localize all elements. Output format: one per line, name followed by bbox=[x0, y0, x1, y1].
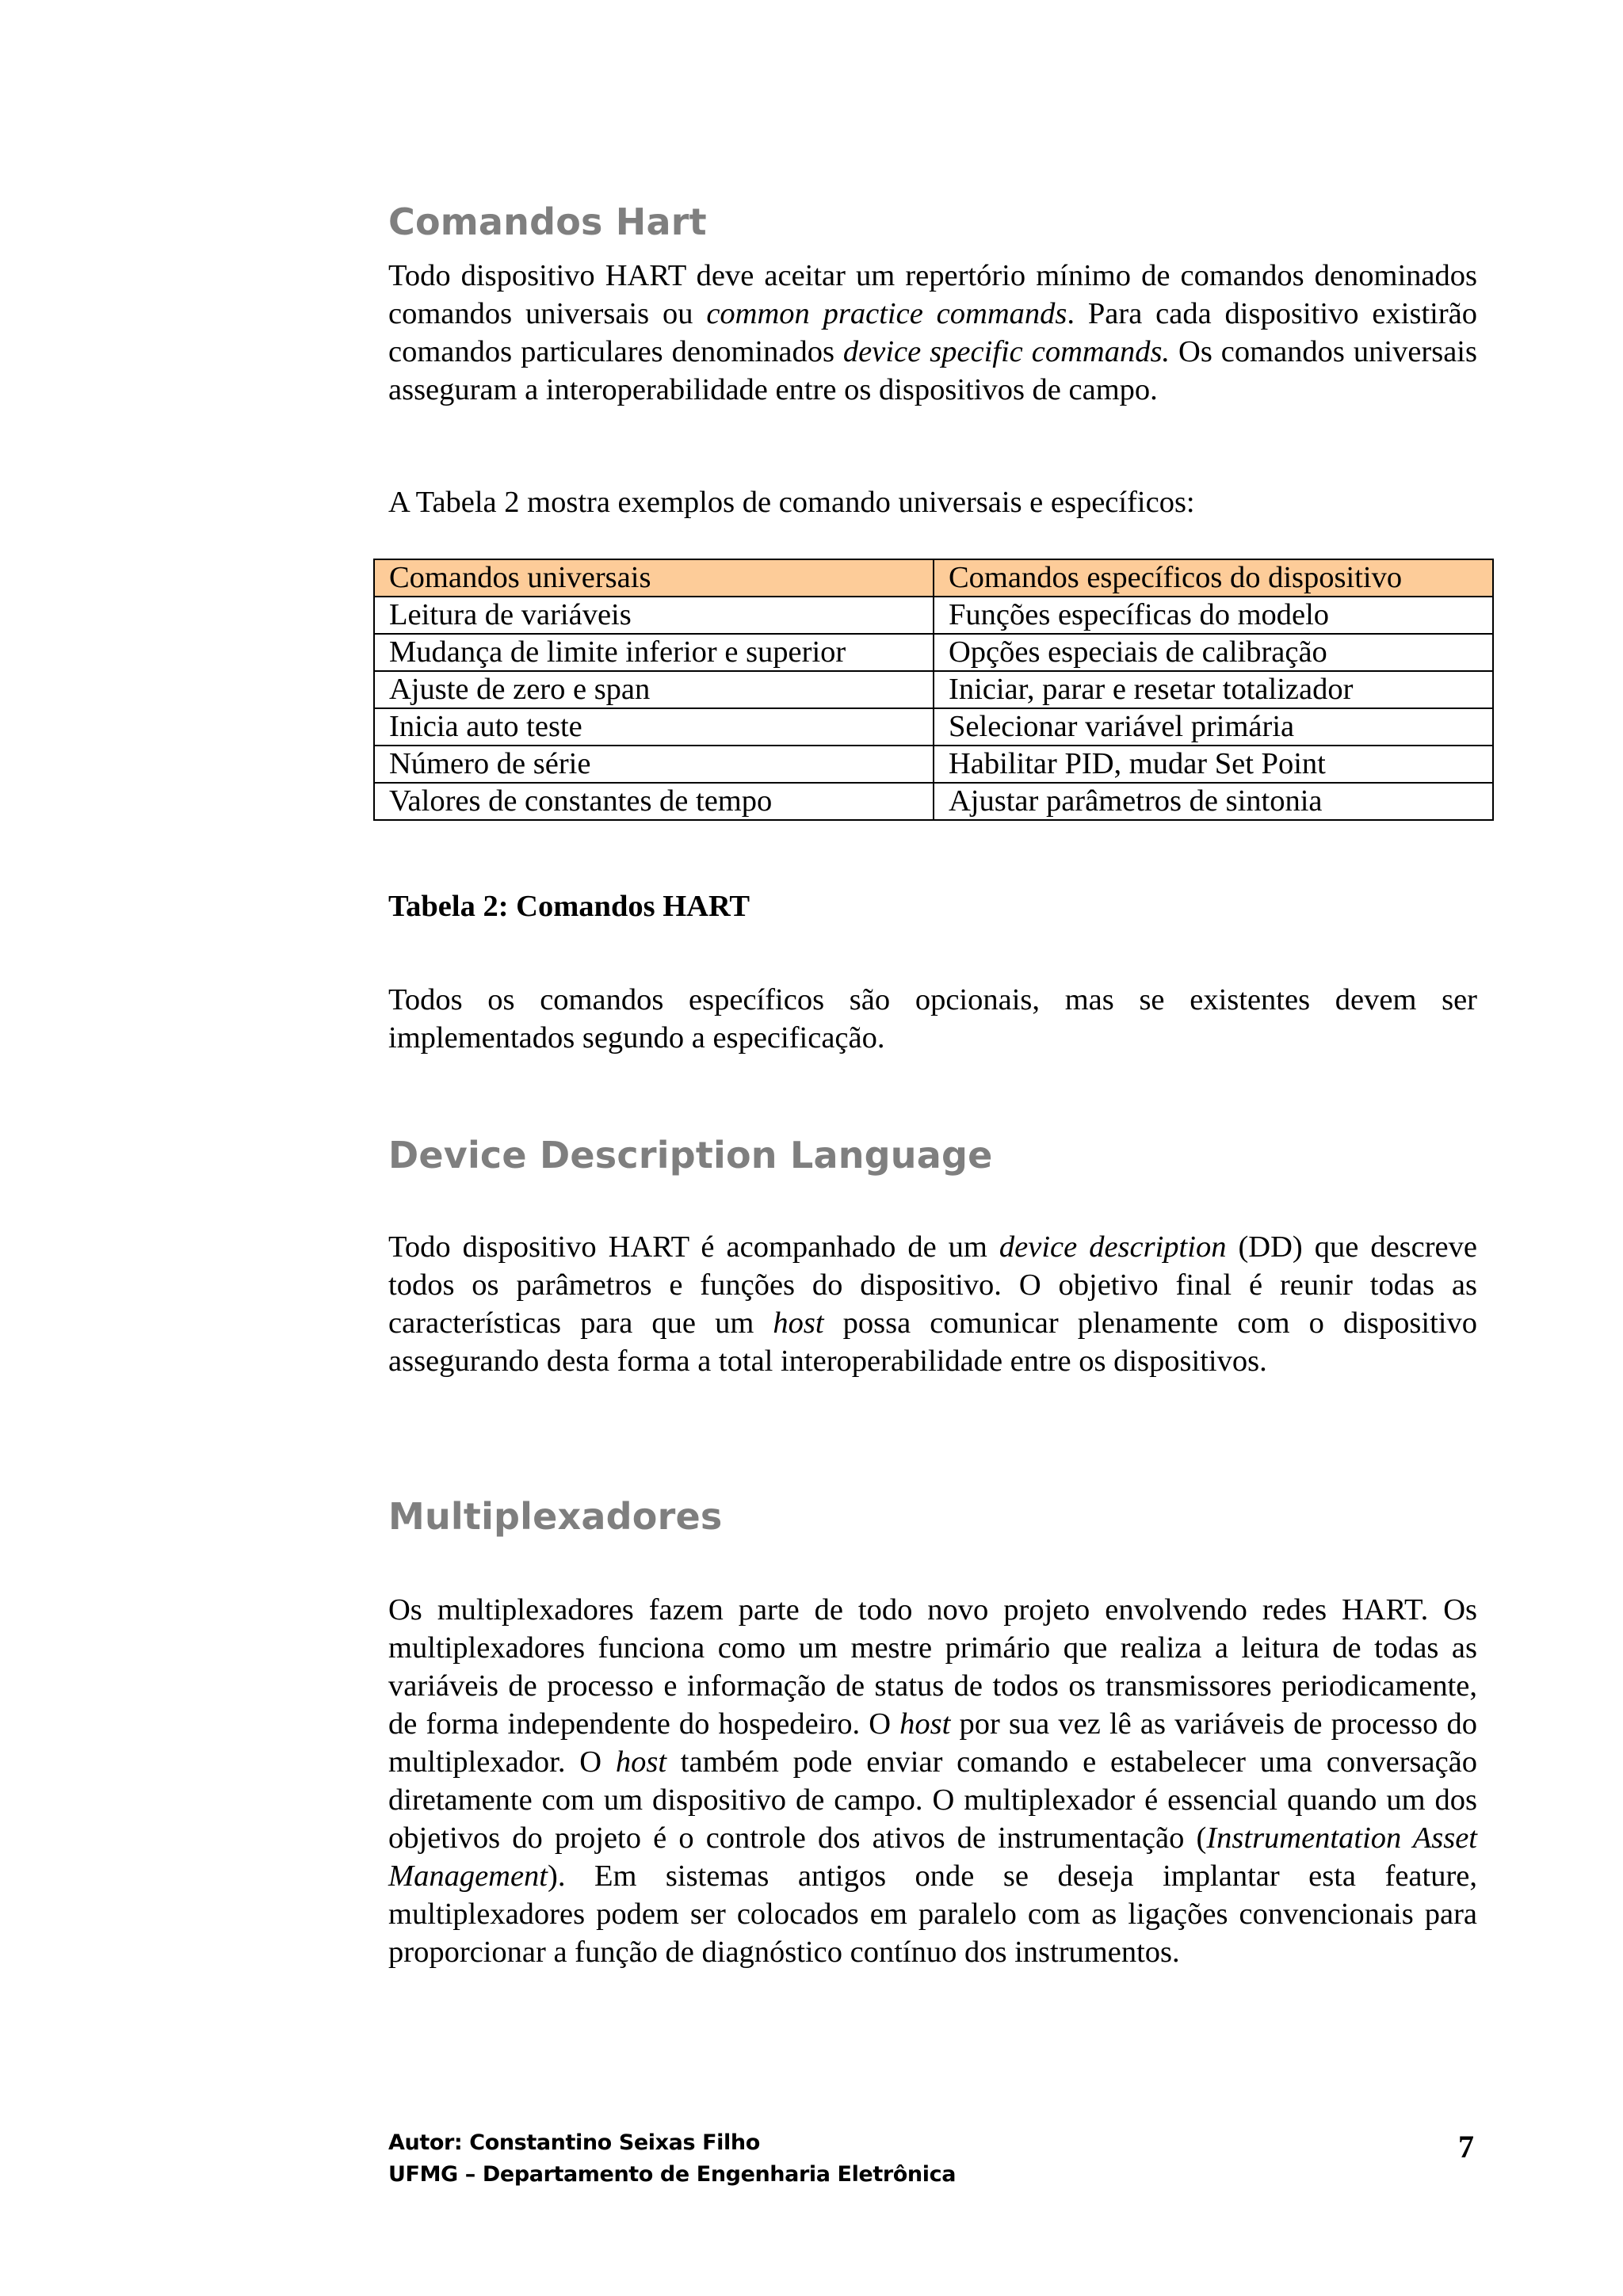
section-title: Device Description Language bbox=[388, 1134, 993, 1177]
text-run: Os comandos universais asseguram a interoperabilidade entre os dispositivos de campo. bbox=[388, 335, 1477, 406]
table-cell: Habilitar PID, mudar Set Point bbox=[934, 746, 1493, 783]
italic-term: common practice commands bbox=[706, 297, 1067, 330]
paragraph-text bbox=[388, 1228, 1477, 1380]
table-row bbox=[374, 671, 1493, 708]
table-row bbox=[374, 597, 1493, 634]
text-run: Todo dispositivo HART é acompanhado de um bbox=[388, 1230, 999, 1264]
text-run: também pode enviar comando e estabelecer uma conversação diretamente com um dispositivo de campo. O multiplexador é essencial quando um dos objetivos do projeto é o controle dos ativos de instrumentação ( bbox=[388, 1745, 1477, 1855]
table-row bbox=[374, 634, 1493, 671]
text-run: . Para cada dispositivo existirão comandos particulares denominados bbox=[388, 297, 1478, 368]
table-cell: Funções específicas do modelo bbox=[934, 597, 1493, 634]
commands-table bbox=[373, 559, 1494, 821]
text-run: por sua vez lê as variáveis de processo do multiplexador. O bbox=[388, 1707, 1477, 1779]
table-caption: Tabela 2: Comandos HART bbox=[388, 890, 750, 923]
text-run: Todo dispositivo HART deve aceitar um repertório mínimo de comandos denominados comandos universais ou bbox=[388, 259, 1477, 330]
italic-term: host bbox=[899, 1707, 951, 1741]
footer-author: Autor: Constantino Seixas Filho bbox=[388, 2130, 760, 2155]
table-cell: Valores de constantes de tempo bbox=[374, 783, 934, 820]
section-title: Comandos Hart bbox=[388, 200, 707, 243]
italic-term: device specific commands. bbox=[842, 335, 1170, 368]
paragraph-text bbox=[388, 257, 1477, 409]
text-run: Os multiplexadores fazem parte de todo novo projeto envolvendo redes HART. Os multiplexadores funciona como um mestre primário que realiza a leitura de todas as variáveis de processo e informação de status de todos os transmissores periodicamente, de forma independente do hospedeiro. O bbox=[388, 1593, 1477, 1741]
footer-department: UFMG – Departamento de Engenharia Eletrônica bbox=[388, 2162, 957, 2187]
paragraph bbox=[388, 483, 1477, 521]
table-header-row bbox=[374, 559, 1493, 597]
paragraph bbox=[388, 1591, 1477, 1971]
text-run: possa comunicar plenamente com o dispositivo assegurando desta forma a total interoperabilidade entre os dispositivos. bbox=[388, 1306, 1477, 1378]
table-cell: Selecionar variável primária bbox=[934, 708, 1493, 746]
page-number: 7 bbox=[1458, 2129, 1474, 2164]
table-cell: Mudança de limite inferior e superior bbox=[374, 634, 934, 671]
italic-term: host bbox=[615, 1745, 667, 1779]
table-cell: Opções especiais de calibração bbox=[934, 634, 1493, 671]
table-cell: Leitura de variáveis bbox=[374, 597, 934, 634]
table-cell: Iniciar, parar e resetar totalizador bbox=[934, 671, 1493, 708]
paragraph bbox=[388, 1228, 1477, 1380]
paragraph bbox=[388, 257, 1477, 409]
section-multiplexadores bbox=[388, 1494, 1477, 1539]
table-row bbox=[374, 783, 1493, 820]
section-title: Multiplexadores bbox=[388, 1495, 723, 1538]
table-row bbox=[374, 746, 1493, 783]
section-comandos-hart bbox=[388, 200, 1477, 244]
text-run: ). Em sistemas antigos onde se deseja implantar esta feature, multiplexadores podem ser colocados em paralelo com as ligações convencionais para proporcionar a função de diagnóstico contínuo dos instrumentos. bbox=[388, 1859, 1477, 1969]
paragraph-text: A Tabela 2 mostra exemplos de comando universais e específicos: bbox=[388, 486, 1195, 519]
italic-term: host bbox=[773, 1306, 824, 1340]
section-device-description bbox=[388, 1133, 1477, 1177]
paragraph bbox=[388, 981, 1477, 1057]
table-cell: Ajuste de zero e span bbox=[374, 671, 934, 708]
page-footer bbox=[388, 2127, 956, 2191]
table-cell: Ajustar parâmetros de sintonia bbox=[934, 783, 1493, 820]
paragraph-text: Todos os comandos específicos são opcionais, mas se existentes devem ser implementados segundo a especificação. bbox=[388, 983, 1477, 1055]
italic-term: Instrumentation Asset Management bbox=[388, 1821, 1477, 1893]
column-header: Comandos específicos do dispositivo bbox=[934, 559, 1493, 597]
column-header: Comandos universais bbox=[374, 559, 934, 597]
italic-term: device description bbox=[999, 1230, 1227, 1264]
text-run: (DD) que descreve todos os parâmetros e funções do dispositivo. O objetivo final é reunir todas as características para que um bbox=[388, 1230, 1477, 1340]
table-row bbox=[374, 708, 1493, 746]
table-cell: Número de série bbox=[374, 746, 934, 783]
table-cell: Inicia auto teste bbox=[374, 708, 934, 746]
paragraph-text bbox=[388, 1591, 1477, 1971]
